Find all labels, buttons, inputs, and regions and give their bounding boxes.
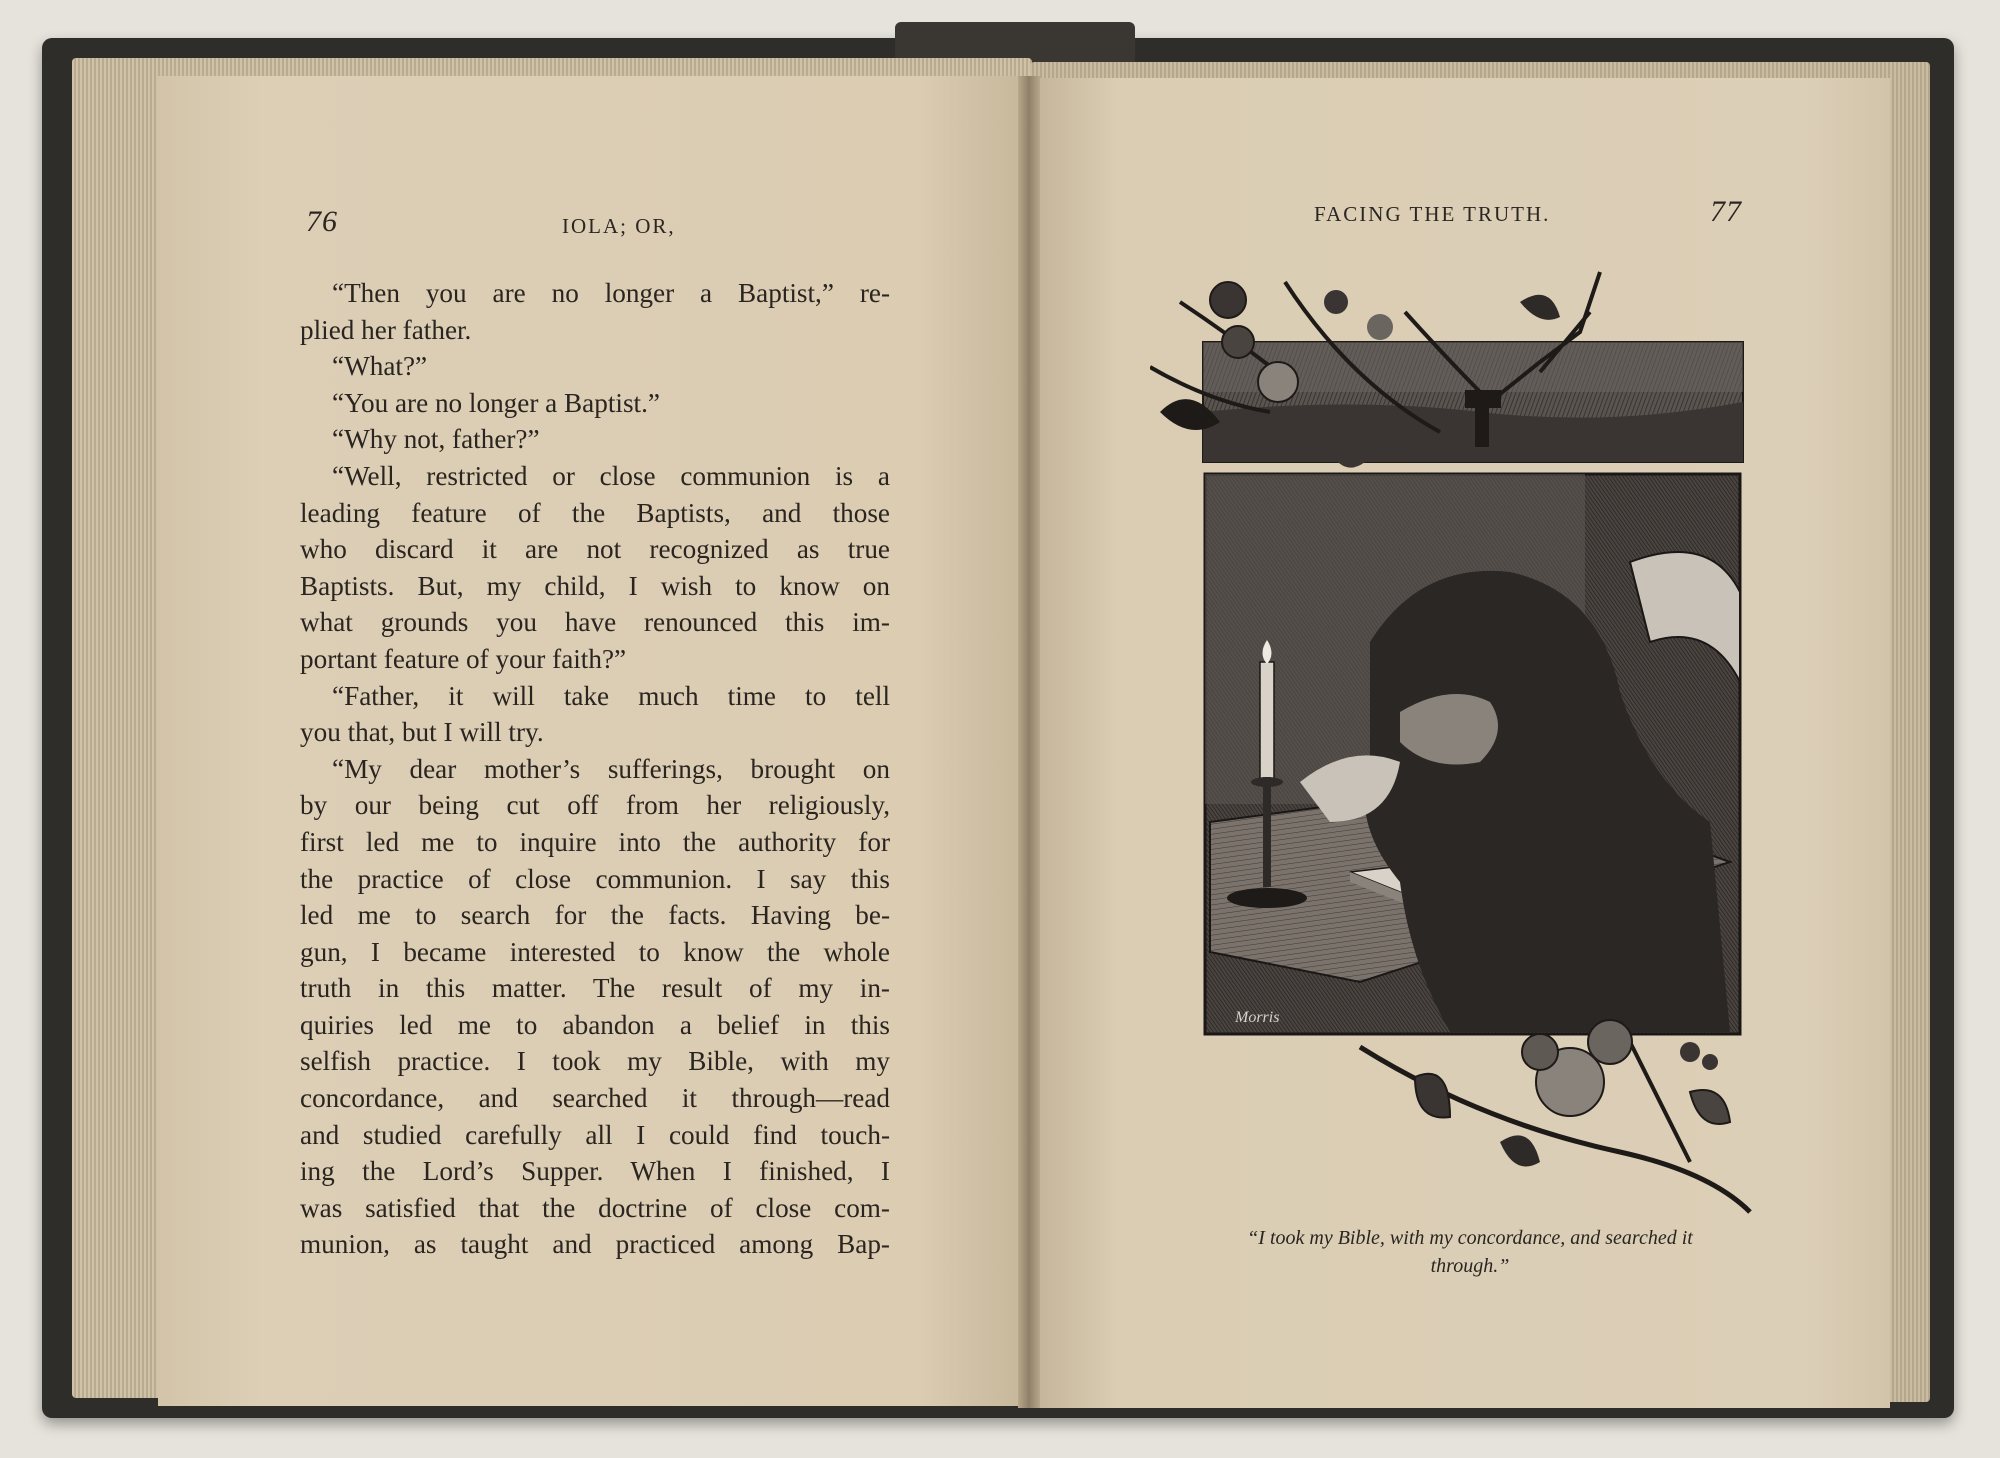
text-line: leading feature of the Baptists, and those: [300, 497, 890, 528]
text-line: “Father, it will take much time to tell: [332, 680, 890, 711]
text-line: Baptists. But, my child, I wish to know on: [300, 570, 890, 601]
text-line: “What?”: [332, 351, 428, 382]
text-line: “You are no longer a Baptist.”: [332, 387, 660, 418]
text-line: led me to search for the facts. Having be-: [300, 900, 890, 931]
text-line: you that, but I will try.: [300, 717, 544, 748]
illustration-caption: [1160, 1224, 1780, 1280]
text-line: gun, I became interested to know the whole: [300, 936, 890, 967]
text-line: first led me to inquire into the authority for: [300, 826, 890, 857]
text-line: ing the Lord’s Supper. When I finished, I: [300, 1156, 890, 1187]
book-gutter: [1018, 76, 1040, 1408]
text-line: portant feature of your faith?”: [300, 643, 627, 674]
right-page-number: 77: [1710, 195, 1742, 228]
reading-scene: [1205, 474, 1740, 1034]
caption-line-2: through.”: [1430, 1255, 1510, 1277]
text-line: who discard it are not recognized as true: [300, 534, 890, 565]
text-line: and studied carefully all I could find touch-: [300, 1119, 890, 1150]
text-line: was satisfied that the doctrine of close com-: [300, 1192, 890, 1223]
text-line: “Then you are no longer a Baptist,” re-: [332, 278, 890, 308]
text-line: “My dear mother’s sufferings, brought on: [332, 753, 890, 784]
text-line: truth in this matter. The result of my in-: [300, 973, 890, 1004]
text-line: munion, as taught and practiced among Bap-: [300, 1229, 890, 1260]
left-page-number: 76: [306, 205, 338, 238]
text-line: the practice of close communion. I say this: [300, 863, 890, 894]
text-line: “Why not, father?”: [332, 424, 540, 455]
caption-line-1: “I took my Bible, with my concordance, and searched it: [1247, 1227, 1693, 1249]
bottom-branch: [1360, 1020, 1750, 1212]
book-spine: [895, 22, 1135, 62]
text-line: plied her father.: [300, 314, 472, 345]
text-line: quiries led me to abandon a belief in this: [300, 1009, 890, 1040]
engraving-illustration: [1150, 262, 1770, 1222]
artist-signature: Morris: [1235, 1009, 1280, 1026]
text-line: concordance, and searched it through—read: [300, 1083, 890, 1114]
text-line: selfish practice. I took my Bible, with my: [300, 1046, 890, 1077]
left-page-body-text: [300, 275, 890, 1263]
left-running-head: IOLA; OR,: [562, 214, 676, 238]
right-running-head: FACING THE TRUTH.: [1314, 202, 1551, 226]
text-line: by our being cut off from her religiously,: [300, 790, 890, 821]
text-line: what grounds you have renounced this im-: [300, 607, 890, 638]
text-line: “Well, restricted or close communion is a: [332, 460, 890, 491]
